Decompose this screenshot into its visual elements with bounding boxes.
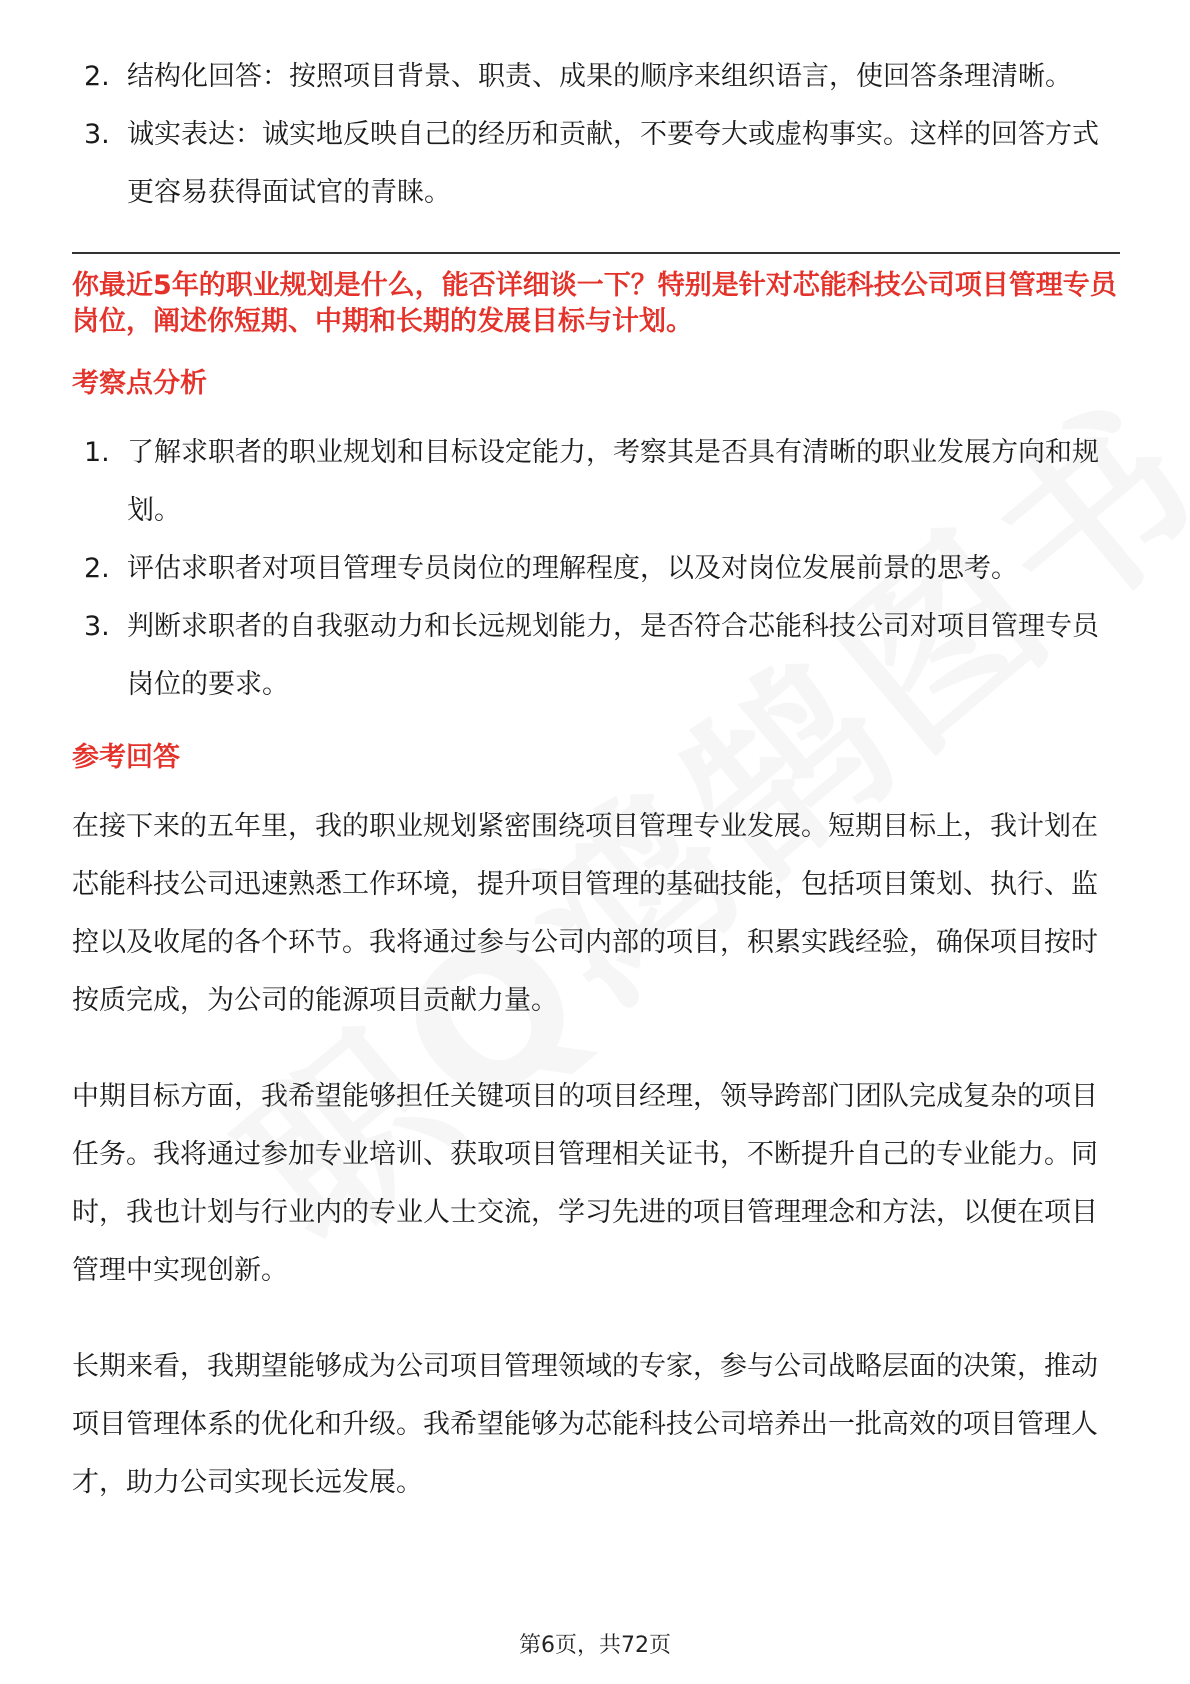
list-text: 判断求职者的自我驱动力和长远规划能力，是否符合芯能科技公司对项目管理专员岗位的要求。: [127, 611, 1099, 700]
list-number: 2.: [84, 553, 110, 584]
answer-title: 参考回答: [72, 742, 180, 773]
list-number: 2.: [84, 61, 110, 92]
interview-question: 你最近5年的职业规划是什么，能否详细谈一下？特别是针对芯能科技公司项目管理专员岗位，阐述你短期、中期和长期的发展目标与计划。: [72, 270, 1117, 337]
list-number: 3.: [84, 611, 110, 642]
list-item: [72, 106, 1120, 222]
analysis-title: 考察点分析: [72, 368, 207, 399]
analysis-list: [72, 424, 1120, 714]
answer-paragraph: 在接下来的五年里，我的职业规划紧密围绕项目管理专业发展。短期目标上，我计划在芯能科技公司迅速熟悉工作环境，提升项目管理的基础技能，包括项目策划、执行、监控以及收尾的各个环节。我将通过参与公司内部的项目，积累实践经验，确保项目按时按质完成，为公司的能源项目贡献力量。: [72, 811, 1098, 1016]
answer-body: [72, 798, 1120, 1512]
page-content: [72, 48, 1120, 1512]
list-text: 诚实表达：诚实地反映自己的经历和贡献，不要夸大或虚构事实。这样的回答方式更容易获得面试官的青睐。: [127, 119, 1099, 208]
list-item: [72, 598, 1120, 714]
list-number: 3.: [84, 119, 110, 150]
list-text: 了解求职者的职业规划和目标设定能力，考察其是否具有清晰的职业发展方向和规划。: [127, 437, 1099, 526]
list-item: [72, 540, 1120, 598]
section-divider: [72, 252, 1120, 254]
list-number: 1.: [84, 437, 110, 468]
list-text: 评估求职者对项目管理专员岗位的理解程度，以及对岗位发展前景的思考。: [127, 553, 1018, 584]
answer-paragraph: 中期目标方面，我希望能够担任关键项目的项目经理，领导跨部门团队完成复杂的项目任务。我将通过参加专业培训、获取项目管理相关证书，不断提升自己的专业能力。同时，我也计划与行业内的专业人士交流，学习先进的项目管理理念和方法，以便在项目管理中实现创新。: [72, 1081, 1098, 1286]
list-text: 结构化回答：按照项目背景、职责、成果的顺序来组织语言，使回答条理清晰。: [127, 61, 1072, 92]
list-item: [72, 48, 1120, 106]
answer-paragraph: 长期来看，我期望能够成为公司项目管理领域的专家，参与公司战略层面的决策，推动项目管理体系的优化和升级。我希望能够为芯能科技公司培养出一批高效的项目管理人才，助力公司实现长远发展。: [72, 1351, 1098, 1498]
list-item: [72, 424, 1120, 540]
tips-list: [72, 48, 1120, 222]
page-number: 第6页，共72页: [519, 1633, 671, 1658]
